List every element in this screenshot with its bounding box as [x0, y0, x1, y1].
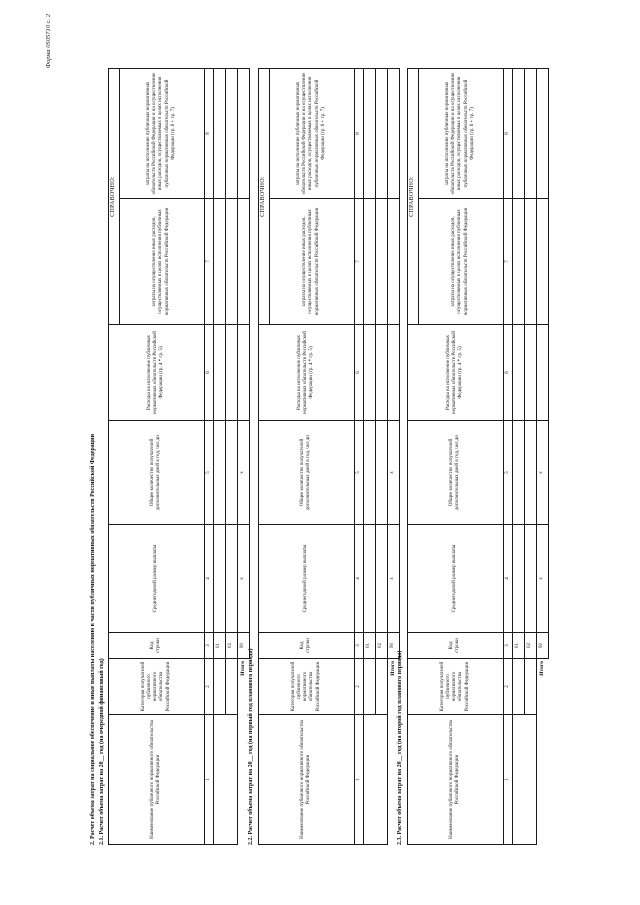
- colnum: 8: [204, 69, 213, 199]
- cell[interactable]: [213, 421, 225, 525]
- header-col3: Код строки: [109, 633, 205, 659]
- colnum: 7: [354, 199, 363, 325]
- row-code: 02: [375, 633, 387, 659]
- cell[interactable]: [363, 715, 387, 845]
- colnum: 4: [354, 525, 363, 633]
- row-code: 01: [363, 633, 375, 659]
- cell[interactable]: [363, 525, 375, 633]
- cell[interactable]: [213, 69, 225, 199]
- cell[interactable]: [225, 69, 237, 199]
- colnum: 5: [204, 421, 213, 525]
- total-x: x: [387, 421, 399, 525]
- header-col2: Категория получателей публичного нормативного обязательства Российской Федерации: [408, 659, 504, 715]
- cell[interactable]: [387, 325, 399, 421]
- cell[interactable]: [512, 525, 524, 633]
- cell[interactable]: [213, 199, 225, 325]
- total-x: x: [536, 525, 548, 633]
- cell[interactable]: [213, 715, 237, 845]
- header-col1: Наименование публичного нормативного обязательства Российской Федерации: [259, 715, 355, 845]
- header-spravochno: СПРАВОЧНО:: [259, 69, 270, 325]
- cell[interactable]: [213, 325, 225, 421]
- colnum: 4: [204, 525, 213, 633]
- header-col4: Среднегодовой размер выплаты: [109, 525, 205, 633]
- header-col6: Расходы на исполнение публичных нормативных обязательств Российской Федерации (гр. 4 * гр. 5): [259, 325, 355, 421]
- header-spravochno: СПРАВОЧНО:: [109, 69, 120, 325]
- cell[interactable]: [375, 199, 387, 325]
- cell[interactable]: [524, 525, 536, 633]
- cell[interactable]: [225, 199, 237, 325]
- cell[interactable]: [512, 421, 524, 525]
- cell[interactable]: [213, 659, 225, 715]
- total-label: Итого: [237, 659, 249, 845]
- row-code: 02: [524, 633, 536, 659]
- row-code: 02: [225, 633, 237, 659]
- cell[interactable]: [375, 325, 387, 421]
- colnum: 7: [204, 199, 213, 325]
- total-label: Итого: [536, 659, 548, 845]
- cell[interactable]: [225, 421, 237, 525]
- header-col3: Код строки: [259, 633, 355, 659]
- total-code: 90: [237, 633, 249, 659]
- cell[interactable]: [237, 325, 249, 421]
- total-code: 90: [536, 633, 548, 659]
- total-x: x: [237, 525, 249, 633]
- section-title: 2. Расчет объема затрат на социальное обеспечение и иные выплаты населению в части публичных нормативных обязательств Российской Федерации: [90, 433, 96, 845]
- cell[interactable]: [363, 325, 375, 421]
- cell[interactable]: [512, 659, 524, 715]
- header-spravochno: СПРАВОЧНО:: [408, 69, 419, 325]
- expense-table: [258, 68, 400, 845]
- row-code: 01: [213, 633, 225, 659]
- cell[interactable]: [524, 199, 536, 325]
- colnum: 3: [503, 633, 512, 659]
- colnum: 6: [204, 325, 213, 421]
- cell[interactable]: [225, 659, 237, 715]
- cell[interactable]: [524, 659, 536, 715]
- cell[interactable]: [512, 715, 536, 845]
- colnum: 5: [354, 421, 363, 525]
- header-col5: Общее количество получателей дополнительных дней в год, чел дн: [109, 421, 205, 525]
- total-x: x: [387, 525, 399, 633]
- header-col8: затраты на исполнение публичных нормативных обязательств Российской Федерации и на осуществление иных расходов, осуществляемых в целях исполнения публичных нормативных обязательств Российской Федерации (гр. 6 + гр. 7): [269, 69, 354, 199]
- cell[interactable]: [524, 325, 536, 421]
- header-col5: Общее количество получателей дополнительных дней в год, чел дн: [408, 421, 504, 525]
- colnum: 1: [204, 715, 213, 845]
- header-col2: Категория получателей публичного нормативного обязательства Российской Федерации: [109, 659, 205, 715]
- expense-table: [108, 68, 250, 845]
- table-title: 2.3. Расчет объема затрат на 20__ год (на второй год планового периода): [397, 650, 403, 845]
- cell[interactable]: [536, 69, 548, 199]
- cell[interactable]: [213, 525, 225, 633]
- cell[interactable]: [363, 659, 375, 715]
- cell[interactable]: [524, 69, 536, 199]
- header-col1: Наименование публичного нормативного обязательства Российской Федерации: [109, 715, 205, 845]
- cell[interactable]: [375, 525, 387, 633]
- header-col6: Расходы на исполнение публичных нормативных обязательств Российской Федерации (гр. 4 * гр. 5): [408, 325, 504, 421]
- total-x: x: [237, 421, 249, 525]
- header-col4: Среднегодовой размер выплаты: [259, 525, 355, 633]
- cell[interactable]: [524, 421, 536, 525]
- colnum: 4: [503, 525, 512, 633]
- total-x: x: [536, 421, 548, 525]
- cell[interactable]: [387, 199, 399, 325]
- header-col7: затраты на осуществление иных расходов, осуществляемых в целях исполнения публичных нормативных обязательств Российской Федерации: [119, 199, 204, 325]
- header-col1: Наименование публичного нормативного обязательства Российской Федерации: [408, 715, 504, 845]
- cell[interactable]: [375, 421, 387, 525]
- colnum: 3: [354, 633, 363, 659]
- cell[interactable]: [363, 69, 375, 199]
- colnum: 8: [503, 69, 512, 199]
- header-col2: Категория получателей публичного нормативного обязательства Российской Федерации: [259, 659, 355, 715]
- cell[interactable]: [363, 421, 375, 525]
- colnum: 8: [354, 69, 363, 199]
- cell[interactable]: [512, 199, 524, 325]
- expense-table: [407, 68, 549, 845]
- cell[interactable]: [387, 69, 399, 199]
- header-col3: Код строки: [408, 633, 504, 659]
- cell[interactable]: [536, 199, 548, 325]
- colnum: 1: [354, 715, 363, 845]
- colnum: 7: [503, 199, 512, 325]
- cell[interactable]: [512, 325, 524, 421]
- header-col8: затраты на исполнение публичных нормативных обязательств Российской Федерации и на осуществление иных расходов, осуществляемых в целях исполнения публичных нормативных обязательств Российской Федерации (гр. 6 + гр. 7): [418, 69, 503, 199]
- header-col4: Среднегодовой размер выплаты: [408, 525, 504, 633]
- form-code: Форма 0505710 с. 2: [45, 14, 52, 69]
- cell[interactable]: [237, 199, 249, 325]
- cell[interactable]: [375, 659, 387, 715]
- colnum: 2: [204, 659, 213, 715]
- colnum: 6: [354, 325, 363, 421]
- header-col7: затраты на осуществление иных расходов, осуществляемых в целях исполнения публичных нормативных обязательств Российской Федерации: [418, 199, 503, 325]
- colnum: 3: [204, 633, 213, 659]
- cell[interactable]: [512, 69, 524, 199]
- cell[interactable]: [237, 69, 249, 199]
- row-code: 01: [512, 633, 524, 659]
- cell[interactable]: [225, 525, 237, 633]
- header-col7: затраты на осуществление иных расходов, осуществляемых в целях исполнения публичных нормативных обязательств Российской Федерации: [269, 199, 354, 325]
- cell[interactable]: [536, 325, 548, 421]
- colnum: 2: [354, 659, 363, 715]
- colnum: 5: [503, 421, 512, 525]
- cell[interactable]: [375, 69, 387, 199]
- header-col6: Расходы на исполнение публичных нормативных обязательств Российской Федерации (гр. 4 * гр. 5): [109, 325, 205, 421]
- header-col5: Общее количество получателей дополнительных дней в год, чел дн: [259, 421, 355, 525]
- table-title: 2.1. Расчет объема затрат на 20__ год (на очередной финансовый год): [99, 658, 105, 845]
- cell[interactable]: [363, 199, 375, 325]
- cell[interactable]: [225, 325, 237, 421]
- total-code: 90: [387, 633, 399, 659]
- total-label: Итого: [387, 659, 399, 845]
- colnum: 6: [503, 325, 512, 421]
- colnum: 1: [503, 715, 512, 845]
- colnum: 2: [503, 659, 512, 715]
- table-title: 2.2. Расчет объема затрат на 20__ год (на первый год планового периода): [248, 648, 254, 845]
- header-col8: затраты на исполнение публичных нормативных обязательств Российской Федерации и на осуществление иных расходов, осуществляемых в целях исполнения публичных нормативных обязательств Российской Федерации (гр. 6 + гр. 7): [119, 69, 204, 199]
